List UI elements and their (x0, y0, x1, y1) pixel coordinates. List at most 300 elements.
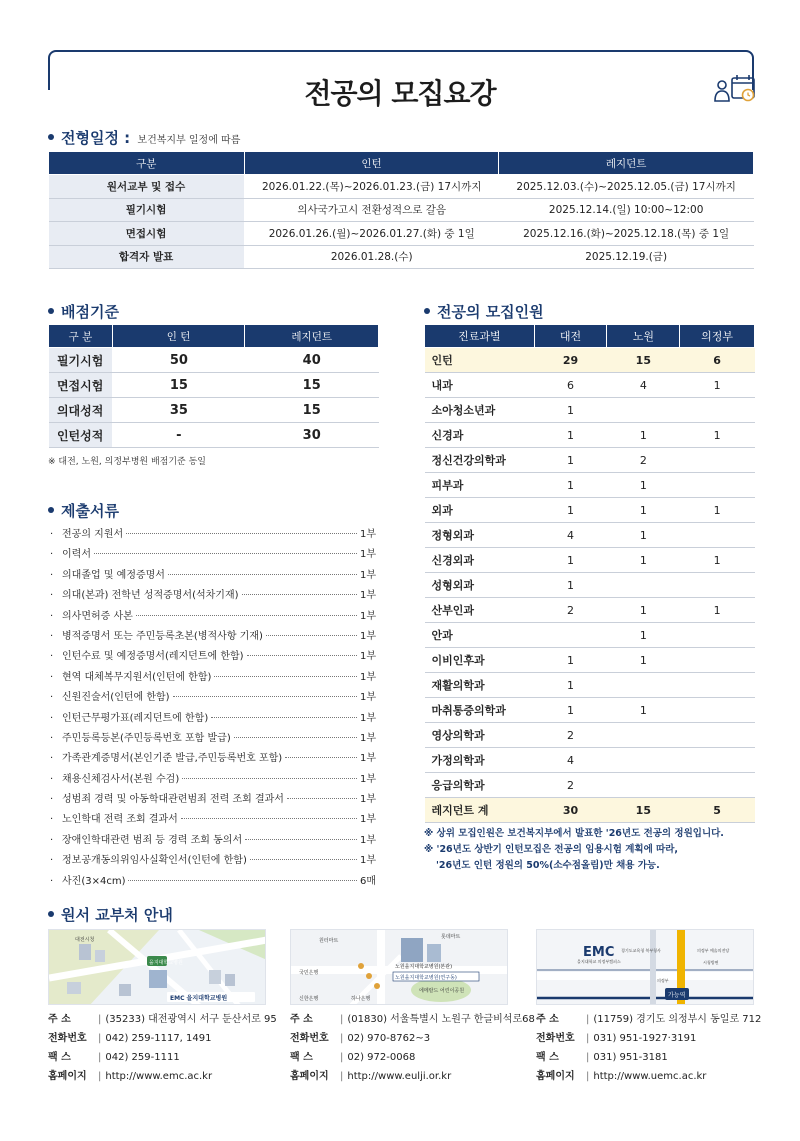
row-label: 응급의학과 (425, 773, 535, 798)
list-item (50, 831, 376, 851)
table-cell: 40 (245, 348, 379, 373)
table-row (425, 673, 755, 698)
table-cell: 15 (112, 373, 245, 398)
map-uijeongbu-label-arts: 의정부 예술의전당 (697, 948, 730, 953)
address-label: 주 소 (48, 1014, 71, 1025)
row-label: 마취통증의학과 (425, 698, 535, 723)
schedule-heading (48, 127, 240, 148)
table-cell: 1 (607, 523, 680, 548)
list-item (50, 647, 376, 667)
document-count: 6매 (359, 875, 376, 887)
list-item (50, 586, 376, 606)
table-cell (607, 573, 680, 598)
table-row (425, 623, 755, 648)
separator: | (340, 1052, 344, 1063)
table-row (425, 723, 755, 748)
document-count: 1부 (359, 773, 376, 785)
document-count: 1부 (359, 529, 376, 540)
bullet-dot (48, 308, 54, 314)
row-label: 영상의학과 (425, 723, 535, 748)
page-title: 전공의 모집요강 (304, 77, 496, 110)
table-row (425, 498, 755, 523)
list-bullet: · (50, 651, 54, 663)
list-bullet: · (50, 753, 54, 765)
locations-heading (48, 904, 173, 925)
quota-heading-text: 전공의 모집인원 (437, 303, 544, 321)
table-cell: 15 (607, 348, 680, 373)
map-nowon-label-kb: 국민은행 (299, 970, 319, 976)
table-cell (680, 523, 755, 548)
leader-dots (128, 880, 357, 881)
table-row (425, 398, 755, 423)
separator: | (586, 1014, 590, 1025)
document-count: 1부 (359, 692, 376, 704)
row-label: 신경외과 (425, 548, 535, 573)
leader-dots (266, 635, 357, 636)
table-cell: 1 (680, 598, 755, 623)
document-name: 인턴수료 및 예정증명서(레지던트에 한함) (62, 651, 244, 663)
table-cell: 1 (534, 573, 607, 598)
separator: | (586, 1071, 590, 1082)
table-cell (680, 573, 755, 598)
map-uijeongbu-label-city: 의정부 (657, 978, 669, 983)
map-uijeongbu-label-office: 경기도교육청 북부청사 (621, 948, 661, 953)
row-label: 피부과 (425, 473, 535, 498)
document-count: 1부 (359, 651, 376, 663)
table-row (49, 423, 379, 448)
list-item (50, 627, 376, 647)
table-cell: 15 (245, 398, 379, 423)
schedule-col-intern: 인턴 (244, 152, 499, 175)
document-count: 1부 (359, 834, 376, 846)
list-item (50, 545, 376, 565)
table-cell: 1 (534, 423, 607, 448)
homepage-link[interactable]: http://www.uemc.ac.kr (593, 1071, 707, 1082)
documents-heading (48, 500, 119, 521)
table-cell (680, 448, 755, 473)
table-cell (680, 623, 755, 648)
list-item (50, 729, 376, 749)
table-row (49, 373, 379, 398)
table-cell: 4 (534, 523, 607, 548)
leader-dots (211, 717, 357, 718)
row-label: 합격자 발표 (49, 245, 245, 269)
quota-note-2: ※ '26년도 상반기 인턴모집은 전공의 임용시험 계획에 따라, (424, 844, 679, 855)
leader-dots (94, 553, 357, 554)
row-label: 필기시험 (49, 198, 245, 222)
leader-dots (126, 533, 357, 534)
row-label: 안과 (425, 623, 535, 648)
document-count: 1부 (359, 855, 376, 867)
table-cell: 29 (534, 348, 607, 373)
list-item (50, 566, 376, 586)
fax-value: 02) 972-0068 (347, 1052, 416, 1063)
list-item (50, 709, 376, 729)
bullet-dot (424, 308, 430, 314)
table-cell: 2 (534, 773, 607, 798)
separator: | (586, 1033, 590, 1044)
table-cell (680, 698, 755, 723)
document-count: 1부 (359, 569, 376, 581)
map-nowon-label-mart: 원터마트 (319, 938, 339, 944)
list-item (50, 668, 376, 688)
quota-col-daejeon: 대전 (534, 325, 607, 348)
document-name: 사진(3×4cm) (62, 875, 126, 887)
table-row (425, 523, 755, 548)
document-count: 1부 (359, 590, 376, 602)
table-cell: 4 (607, 373, 680, 398)
table-cell: 5 (680, 798, 755, 823)
leader-dots (285, 757, 357, 758)
homepage-label: 홈페이지 (48, 1071, 87, 1082)
fax-value: 031) 951-3181 (593, 1052, 668, 1063)
list-bullet: · (50, 692, 54, 704)
row-label: 면접시험 (49, 373, 113, 398)
table-cell: 35 (112, 398, 245, 423)
document-name: 장애인학대관련 범죄 등 경력 조회 동의서 (62, 834, 243, 846)
map-nowon-graphic (291, 930, 508, 1005)
schedule-subheading: 보건복지부 일정에 따름 (137, 135, 241, 146)
row-label: 면접시험 (49, 222, 245, 246)
row-label: 소아청소년과 (425, 398, 535, 423)
list-item (50, 810, 376, 830)
list-bullet: · (50, 814, 54, 826)
list-bullet: · (50, 569, 54, 581)
document-name: 의사면허증 사본 (62, 610, 133, 622)
table-row (425, 548, 755, 573)
locations-heading-text: 원서 교부처 안내 (61, 906, 173, 924)
table-row (425, 473, 755, 498)
table-row (425, 348, 755, 373)
list-item (50, 607, 376, 627)
table-row (425, 748, 755, 773)
document-count: 1부 (359, 630, 376, 642)
schedule-col-resident: 레지던트 (499, 152, 754, 175)
table-cell (534, 623, 607, 648)
leader-dots (247, 655, 357, 656)
map-daejeon-label-cityhall: 대전시청 (75, 937, 95, 943)
map-nowon-label-hana: 하나은행 (351, 996, 371, 1002)
table-cell: 30 (245, 423, 379, 448)
leader-dots (214, 676, 357, 677)
map-nowon (290, 929, 508, 1005)
table-cell: 1 (607, 698, 680, 723)
fax-label: 팩 스 (290, 1052, 313, 1063)
schedule-table (48, 151, 754, 269)
map-nowon-label-main: 노원을지대학교병원(본관) (395, 964, 453, 970)
list-item (50, 525, 376, 545)
table-row (425, 448, 755, 473)
table-cell: 6 (680, 348, 755, 373)
quota-col-department: 진료과별 (425, 325, 535, 348)
map-uijeongbu-label-station: 가능역 (668, 992, 686, 999)
documents-heading-text: 제출서류 (61, 502, 119, 520)
document-count: 1부 (359, 671, 376, 683)
quota-table (424, 324, 755, 823)
address-value: (35233) 대전광역시 서구 둔산서로 95 (105, 1014, 277, 1025)
map-daejeon-label-hospital: 을지대학교병원 (149, 960, 183, 966)
table-cell: 1 (607, 473, 680, 498)
row-label: 가정의학과 (425, 748, 535, 773)
phone-value: 042) 259-1117, 1491 (105, 1033, 212, 1044)
row-label: 내과 (425, 373, 535, 398)
quota-notes (424, 826, 724, 874)
phone-value: 02) 970-8762~3 (347, 1033, 431, 1044)
table-cell: 1 (607, 598, 680, 623)
table-cell: 2026.01.26.(월)~2026.01.27.(화) 중 1일 (244, 222, 499, 246)
map-nowon-label-research: 노원을지대학교병원(연구동) (395, 975, 457, 981)
table-cell: 1 (680, 423, 755, 448)
table-cell: 1 (534, 448, 607, 473)
list-bullet: · (50, 855, 54, 867)
row-label: 원서교부 및 접수 (49, 175, 245, 199)
address-label: 주 소 (536, 1014, 559, 1025)
list-item (50, 790, 376, 810)
list-item (50, 770, 376, 790)
document-name: 인턴근무평가표(레지던트에 한함) (62, 712, 209, 724)
table-cell: 1 (534, 398, 607, 423)
document-name: 병적증명서 또는 주민등록초본(병적사항 기재) (62, 630, 263, 642)
fax-label: 팩 스 (536, 1052, 559, 1063)
fax-label: 팩 스 (48, 1052, 71, 1063)
document-count: 1부 (359, 753, 376, 765)
map-uijeongbu-label-emc: EMC (583, 945, 615, 960)
separator: | (98, 1014, 102, 1025)
document-name: 의대(본과) 전학년 성적증명서(석차기재) (62, 590, 239, 602)
leader-dots (136, 615, 357, 616)
list-bullet: · (50, 875, 54, 887)
fax-value: 042) 259-1111 (105, 1052, 180, 1063)
schedule-col-category: 구분 (49, 152, 245, 175)
table-cell (680, 748, 755, 773)
table-cell (680, 473, 755, 498)
address-nowon (290, 1010, 535, 1086)
document-name: 전공의 지원서 (62, 529, 124, 540)
bullet-dot (48, 507, 54, 513)
table-cell (607, 723, 680, 748)
leader-dots (182, 778, 357, 779)
list-bullet: · (50, 549, 54, 561)
document-name: 가족관계증명서(본인기준 발급,주민등록번호 포함) (62, 753, 283, 765)
table-cell: 1 (607, 623, 680, 648)
map-uijeongbu (536, 929, 754, 1005)
table-row (425, 648, 755, 673)
document-name: 의대졸업 및 예정증명서 (62, 569, 165, 581)
table-cell (680, 398, 755, 423)
document-count: 1부 (359, 549, 376, 561)
list-item (50, 872, 376, 892)
table-row (425, 798, 755, 823)
bullet-dot (48, 911, 54, 917)
leader-dots (250, 859, 357, 860)
row-label: 성형외과 (425, 573, 535, 598)
row-label: 산부인과 (425, 598, 535, 623)
table-cell: 1 (534, 648, 607, 673)
document-count: 1부 (359, 712, 376, 724)
table-cell: 1 (534, 473, 607, 498)
list-item (50, 749, 376, 769)
scores-heading-text: 배점기준 (61, 303, 119, 321)
row-label: 정신건강의학과 (425, 448, 535, 473)
table-row (425, 773, 755, 798)
leader-dots (234, 737, 357, 738)
table-row (425, 598, 755, 623)
table-row (425, 698, 755, 723)
documents-list (50, 525, 376, 892)
table-cell: 2 (534, 598, 607, 623)
phone-value: 031) 951-1927·3191 (593, 1033, 697, 1044)
map-daejeon-graphic (49, 930, 266, 1005)
table-cell (680, 673, 755, 698)
table-cell: 1 (607, 498, 680, 523)
scores-note: ※ 대전, 노원, 의정부병원 배점기준 동일 (48, 457, 206, 467)
separator: | (98, 1071, 102, 1082)
table-cell: 2025.12.03.(수)~2025.12.05.(금) 17시까지 (499, 175, 754, 199)
leader-dots (173, 696, 357, 697)
document-name: 노인학대 전력 조회 결과서 (62, 814, 178, 826)
list-bullet: · (50, 610, 54, 622)
quota-col-nowon: 노원 (607, 325, 680, 348)
phone-label: 전화번호 (290, 1033, 329, 1044)
row-label: 인턴성적 (49, 423, 113, 448)
list-bullet: · (50, 773, 54, 785)
address-value: (01830) 서울특별시 노원구 한글비석로68 (347, 1014, 535, 1025)
table-cell: 2025.12.16.(화)~2025.12.18.(목) 중 1일 (499, 222, 754, 246)
list-bullet: · (50, 671, 54, 683)
list-bullet: · (50, 794, 54, 806)
homepage-link[interactable]: http://www.eulji.or.kr (347, 1071, 452, 1082)
table-cell (680, 648, 755, 673)
scores-heading (48, 301, 119, 322)
map-uijeongbu-graphic (537, 930, 754, 1005)
table-cell: 15 (245, 373, 379, 398)
row-label: 인턴 (425, 348, 535, 373)
table-cell: 의사국가고시 전환성적으로 갈음 (244, 198, 499, 222)
table-row (425, 573, 755, 598)
quota-heading (424, 301, 544, 322)
leader-dots (181, 818, 357, 819)
table-cell: 1 (607, 423, 680, 448)
list-bullet: · (50, 590, 54, 602)
list-item (50, 851, 376, 871)
phone-label: 전화번호 (48, 1033, 87, 1044)
address-uijeongbu (536, 1010, 761, 1086)
table-cell: 6 (534, 373, 607, 398)
homepage-link[interactable]: http://www.emc.ac.kr (105, 1071, 213, 1082)
table-row (425, 423, 755, 448)
table-cell: 1 (680, 498, 755, 523)
quota-note-3: '26년도 인턴 정원의 50%(소수점올림)만 채용 가능. (436, 860, 660, 871)
address-label: 주 소 (290, 1014, 313, 1025)
table-cell: - (112, 423, 245, 448)
document-count: 1부 (359, 610, 376, 622)
table-cell (607, 773, 680, 798)
table-cell (680, 723, 755, 748)
row-label: 재활의학과 (425, 673, 535, 698)
leader-dots (242, 594, 357, 595)
homepage-label: 홈페이지 (290, 1071, 329, 1082)
document-name: 성범죄 경력 및 아동학대관련범죄 전력 조회 결과서 (62, 794, 284, 806)
document-count: 1부 (359, 814, 376, 826)
table-row (49, 348, 379, 373)
document-count: 1부 (359, 732, 376, 744)
table-cell: 2025.12.19.(금) (499, 245, 754, 269)
scores-col-intern: 인 턴 (112, 325, 245, 348)
separator: | (98, 1052, 102, 1063)
separator: | (98, 1033, 102, 1044)
table-cell: 2026.01.28.(수) (244, 245, 499, 269)
map-nowon-label-shinhan: 신한은행 (299, 996, 319, 1002)
table-row (49, 222, 754, 246)
scores-col-resident: 레지던트 (245, 325, 379, 348)
separator: | (586, 1052, 590, 1063)
address-daejeon (48, 1010, 277, 1086)
table-cell: 1 (680, 548, 755, 573)
quota-col-uijeongbu: 의정부 (680, 325, 755, 348)
map-daejeon-label-emc: EMC 을지대학교병원 (170, 995, 228, 1002)
table-cell: 4 (534, 748, 607, 773)
document-name: 주민등록등본(주민등록번호 포함 발급) (62, 732, 231, 744)
table-row (49, 175, 754, 199)
document-count: 1부 (359, 794, 376, 806)
bullet-dot (48, 134, 54, 140)
row-label: 의대성적 (49, 398, 113, 423)
list-bullet: · (50, 712, 54, 724)
leader-dots (168, 574, 357, 575)
schedule-heading-text: 전형일정 : (61, 129, 131, 147)
list-bullet: · (50, 732, 54, 744)
map-daejeon (48, 929, 266, 1005)
table-cell: 15 (607, 798, 680, 823)
table-cell (607, 748, 680, 773)
map-uijeongbu-label-campus: 을지대학교 의정부캠퍼스 (577, 959, 621, 964)
row-label: 외과 (425, 498, 535, 523)
map-nowon-label-lotte: 롯데마트 (441, 934, 461, 940)
table-cell: 2025.12.14.(일) 10:00~12:00 (499, 198, 754, 222)
table-cell: 2 (607, 448, 680, 473)
address-value: (11759) 경기도 의정부시 동일로 712 (593, 1014, 762, 1025)
document-name: 채용신체검사서(본원 수검) (62, 773, 180, 785)
list-bullet: · (50, 529, 54, 540)
map-uijeongbu-label-direction: 시청방면 (703, 960, 719, 965)
leader-dots (287, 798, 357, 799)
table-cell (607, 673, 680, 698)
separator: | (340, 1071, 344, 1082)
table-cell: 1 (680, 373, 755, 398)
phone-label: 전화번호 (536, 1033, 575, 1044)
quota-note-1: ※ 상위 모집인원은 보건복지부에서 발표한 '26년도 전공의 정원입니다. (424, 828, 724, 839)
homepage-label: 홈페이지 (536, 1071, 575, 1082)
table-cell: 1 (607, 648, 680, 673)
row-label: 필기시험 (49, 348, 113, 373)
table-cell: 1 (534, 548, 607, 573)
row-label: 신경과 (425, 423, 535, 448)
table-cell: 1 (534, 673, 607, 698)
list-item (50, 688, 376, 708)
scores-col-category: 구 분 (49, 325, 113, 348)
table-cell: 1 (534, 698, 607, 723)
separator: | (340, 1014, 344, 1025)
row-label: 레지던트 계 (425, 798, 535, 823)
table-row (49, 398, 379, 423)
list-bullet: · (50, 834, 54, 846)
table-cell (607, 398, 680, 423)
table-cell: 2 (534, 723, 607, 748)
list-bullet: · (50, 630, 54, 642)
leader-dots (245, 839, 357, 840)
row-label: 이비인후과 (425, 648, 535, 673)
separator: | (340, 1033, 344, 1044)
